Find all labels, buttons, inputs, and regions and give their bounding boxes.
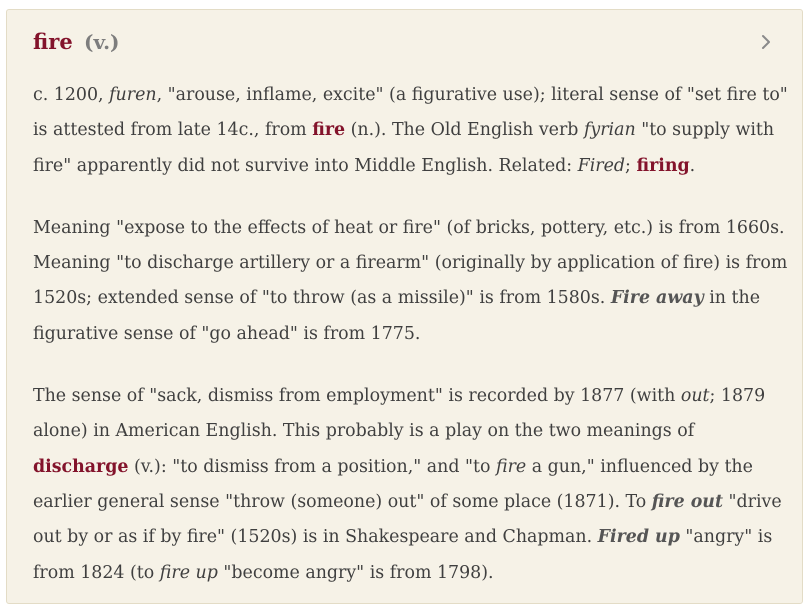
text-line — [33, 450, 785, 485]
text-line — [33, 113, 785, 148]
cross-reference-link[interactable]: fire — [312, 120, 346, 141]
part-of-speech: (v.) — [84, 30, 120, 54]
text-segment: alone) in American English. This probably is a play on the two meanings of — [33, 421, 695, 442]
entry-header[interactable] — [7, 10, 802, 74]
italic-term: furen — [109, 85, 157, 105]
italic-term: out — [680, 386, 710, 407]
text-segment: (n.). The Old English verb — [345, 120, 584, 141]
entry-paragraph — [33, 379, 785, 591]
text-line — [33, 317, 785, 352]
text-line — [33, 211, 785, 246]
entry-body — [33, 78, 788, 591]
text-line — [33, 485, 785, 520]
text-line — [33, 556, 785, 591]
text-segment: out by or as if by fire" (1520s) is in Shakespeare and Chapman. — [33, 527, 598, 548]
italic-term: fire — [495, 456, 527, 477]
italic-term: Fired — [577, 155, 626, 176]
text-segment: "angry" is — [679, 527, 773, 548]
text-segment: . — [689, 155, 696, 176]
text-segment: (v.): "to dismiss from a position," and "to — [128, 456, 496, 477]
text-line — [33, 281, 785, 316]
text-segment: "to supply with — [635, 120, 775, 141]
cross-reference-link[interactable]: discharge — [33, 456, 129, 477]
etymology-entry-card — [6, 9, 803, 604]
text-segment: 1520s; extended sense of "to throw (as a missile)" is from 1580s. — [33, 288, 611, 309]
text-line — [33, 78, 788, 113]
text-segment: figurative sense of "go ahead" is from 1775. — [33, 323, 421, 344]
headword[interactable]: fire — [33, 29, 73, 54]
text-segment: ; — [625, 155, 637, 176]
text-line — [33, 414, 785, 449]
text-line — [33, 149, 785, 184]
text-segment: The sense of "sack, dismiss from employment" is recorded by 1877 (with — [33, 386, 681, 407]
text-segment: , "arouse, inflame, excite" (a figurative use); literal sense of "set fire to" — [156, 85, 788, 105]
chevron-right-icon[interactable] — [756, 32, 776, 52]
text-segment: Meaning "to discharge artillery or a firearm" (originally by application of fire) is from — [33, 253, 788, 274]
phrase-term: Fire away — [610, 288, 704, 309]
italic-term: fire up — [159, 562, 218, 583]
text-line — [33, 246, 788, 281]
text-segment: Meaning "expose to the effects of heat or fire" (of bricks, pottery, etc.) is from 1660s. — [33, 217, 785, 238]
cross-reference-link[interactable]: firing — [636, 155, 690, 176]
text-segment: fire" apparently did not survive into Middle English. Related: — [33, 155, 578, 176]
text-segment: earlier general sense "throw (someone) out" of some place (1871). To — [33, 491, 652, 512]
entry-paragraph — [33, 211, 788, 352]
entry-paragraph — [33, 78, 788, 184]
text-segment: c. 1200, — [33, 85, 110, 105]
text-segment: from 1824 (to — [33, 562, 160, 583]
text-line — [33, 520, 785, 555]
phrase-term: Fired up — [597, 527, 680, 548]
text-segment: a gun," influenced by the — [526, 456, 753, 477]
phrase-term: fire out — [651, 491, 723, 512]
text-segment: "become angry" is from 1798). — [217, 562, 494, 583]
italic-term: fyrian — [583, 120, 636, 141]
text-line — [33, 379, 785, 414]
text-segment: is attested from late 14c., from — [33, 120, 313, 141]
text-segment: ; 1879 — [709, 386, 766, 407]
text-segment: in the — [703, 288, 760, 309]
text-segment: "drive — [722, 491, 782, 512]
